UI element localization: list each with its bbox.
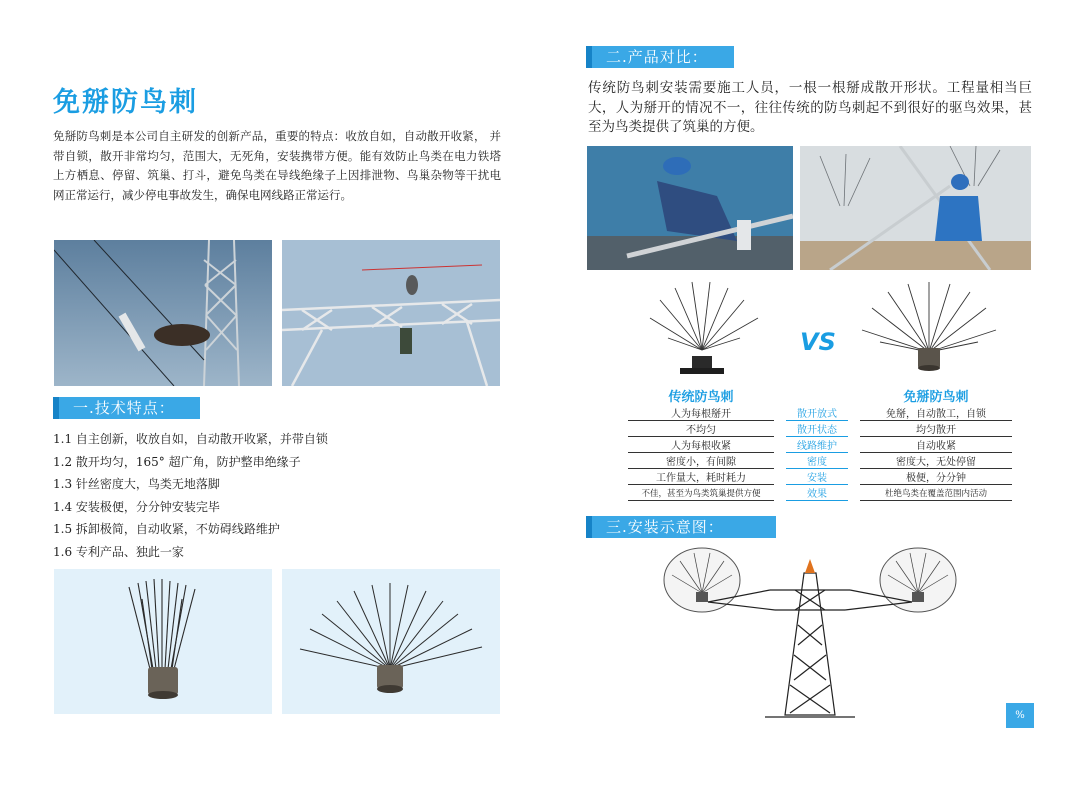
feature-item: 1.4 安装极便，分分钟安装完毕 (53, 499, 220, 514)
product-image-open (282, 569, 500, 714)
feature-list (53, 428, 328, 563)
cell-traditional: 不佳，甚至为鸟类筑巢提供方便 (628, 485, 774, 501)
feature-item: 1.5 拆卸极简，自动收紧，不妨碍线路维护 (53, 522, 280, 536)
vs-label: VS (800, 328, 836, 356)
photo-nest-on-tower (54, 240, 272, 386)
cell-new: 均匀散开 (860, 421, 1012, 437)
traditional-spike-image (640, 278, 770, 384)
table-row (628, 437, 1012, 453)
comparison-paragraph: 传统防鸟刺安装需要施工人员，一根一根掰成散开形状。工程量相当巨大，人为掰开的情况不一，往往传统的防鸟刺起不到很好的驱鸟效果，甚至为鸟类提供了筑巢的方便。 (588, 80, 1032, 135)
cell-criterion: 密度 (786, 453, 848, 469)
cell-new: 自动收紧 (860, 437, 1012, 453)
cell-new: 极便，分分钟 (860, 469, 1012, 485)
section-product-comparison-header: 二.产品对比： (586, 46, 734, 68)
feature-item: 1.1 自主创新，收放自如，自动散开收紧，并带自锁 (53, 432, 328, 446)
photo-worker-installing-1 (587, 146, 793, 270)
feature-item: 1.6 专利产品、独此一家 (53, 544, 184, 559)
table-row (628, 485, 1012, 501)
installation-diagram (660, 545, 960, 720)
cell-criterion: 线路维护 (786, 437, 848, 453)
cell-criterion: 散开状态 (786, 421, 848, 437)
table-row (628, 405, 1012, 421)
cell-traditional: 人为每根掰开 (628, 405, 774, 421)
cell-criterion: 散开放式 (786, 405, 848, 421)
product-image-closed (54, 569, 272, 714)
section-installation-diagram-header: 三.安装示意图： (586, 516, 776, 538)
feature-item: 1.2 散开均匀，165° 超广角，防护整串绝缘子 (53, 454, 301, 469)
cell-new: 密度大，无处停留 (860, 453, 1012, 469)
page-title: 免掰防鸟刺 (53, 87, 198, 118)
cell-traditional: 密度小，有间隙 (628, 453, 774, 469)
new-spike-image (858, 280, 1000, 380)
section-technical-features-header: 一.技术特点： (53, 397, 200, 419)
cell-criterion: 安装 (786, 469, 848, 485)
traditional-spike-label: 传统防鸟刺 (668, 390, 734, 405)
comparison-table (628, 386, 1012, 501)
photo-worker-installing-2 (800, 146, 1031, 270)
photo-bird-on-crossarm (282, 240, 500, 386)
cell-criterion: 效果 (786, 485, 848, 501)
cell-new: 免掰，自动散工，自锁 (860, 405, 1012, 421)
table-row (628, 469, 1012, 485)
table-row (628, 421, 1012, 437)
cell-new: 杜绝鸟类在覆盖范围内活动 (860, 485, 1012, 501)
page-corner-mark: % (1006, 703, 1034, 728)
cell-traditional: 工作量大，耗时耗力 (628, 469, 774, 485)
new-spike-label: 免掰防鸟刺 (903, 390, 969, 405)
table-row (628, 453, 1012, 469)
cell-traditional: 不均匀 (628, 421, 774, 437)
intro-paragraph: 免掰防鸟刺是本公司自主研发的创新产品，重要的特点：收放自如，自动散开收紧， 并带自锁，散开非常均匀，范围大，无死角，安装携带方便。能有效防止鸟类在电力铁塔上方栖息、停留、筑巢、打斗，避免鸟类在导线绝缘子上因排泄物、鸟巢杂物等干扰电网正常运行，减少停电事故发生，确保电网线路正常运行。 (53, 129, 501, 202)
feature-item: 1.3 针丝密度大，鸟类无地落脚 (53, 477, 220, 491)
cell-traditional: 人为每根收紧 (628, 437, 774, 453)
